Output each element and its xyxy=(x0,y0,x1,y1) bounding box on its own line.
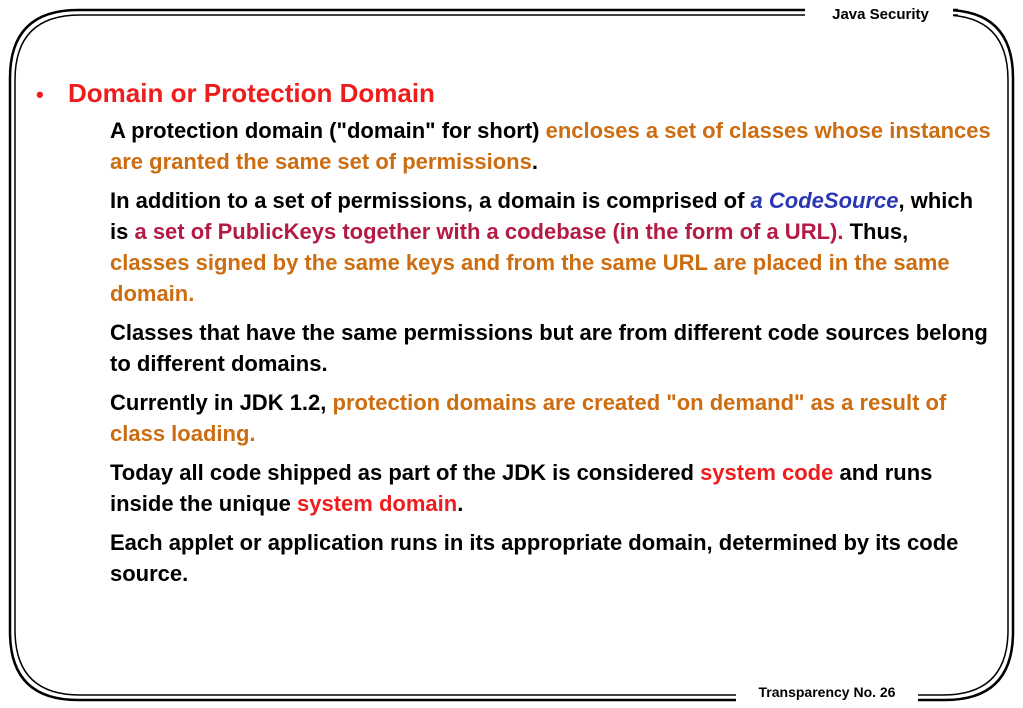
text-segment: classes signed by the same keys and from the same URL are placed in the same domain. xyxy=(110,250,950,306)
bullet-text xyxy=(110,185,991,309)
text-segment: a CodeSource xyxy=(750,188,899,213)
text-segment: protection domains are created "on demand" as a result of class loading. xyxy=(110,390,947,446)
bullet-text xyxy=(110,317,991,379)
text-segment: a set of PublicKeys together with a codebase (in the form of a URL). xyxy=(134,219,844,244)
bullet-item xyxy=(36,527,991,589)
bullet-dot-icon: • xyxy=(36,82,44,107)
text-segment: and runs inside the unique xyxy=(110,460,933,516)
text-segment: system code xyxy=(700,460,834,485)
bullet-item xyxy=(36,115,991,177)
text-segment: Today all code shipped as part of the JDK is considered xyxy=(110,460,701,485)
text-segment: encloses a set of classes whose instances are granted the same set of permissions xyxy=(110,118,991,174)
bullet-item xyxy=(36,457,991,519)
slide-footer-label: Transparency No. 26 xyxy=(738,684,916,700)
bullet-list xyxy=(36,115,991,589)
text-segment: A protection domain ("domain" for short) xyxy=(110,118,546,143)
text-segment: Currently in JDK 1.2, xyxy=(110,390,333,415)
bullet-item xyxy=(36,317,991,379)
bullet-item xyxy=(36,387,991,449)
bullet-text xyxy=(110,387,991,449)
text-segment: In addition to a set of permissions, a domain is comprised of xyxy=(110,188,751,213)
section-heading xyxy=(36,78,991,109)
bullet-item xyxy=(36,185,991,309)
slide-header-title: Java Security xyxy=(808,6,953,23)
text-segment: , which is xyxy=(110,188,974,244)
text-segment: . xyxy=(457,491,464,516)
bullet-text xyxy=(110,115,991,177)
text-segment: Classes that have the same permissions but are from different code sources belong to different domains. xyxy=(110,320,988,376)
heading-text: Domain or Protection Domain xyxy=(68,78,435,108)
text-segment: system domain xyxy=(297,491,458,516)
bullet-text xyxy=(110,527,991,589)
text-segment: Thus, xyxy=(843,219,909,244)
slide-content xyxy=(36,78,991,597)
text-segment: Each applet or application runs in its appropriate domain, determined by its code source. xyxy=(110,530,959,586)
bullet-text xyxy=(110,457,991,519)
text-segment: . xyxy=(531,149,538,174)
